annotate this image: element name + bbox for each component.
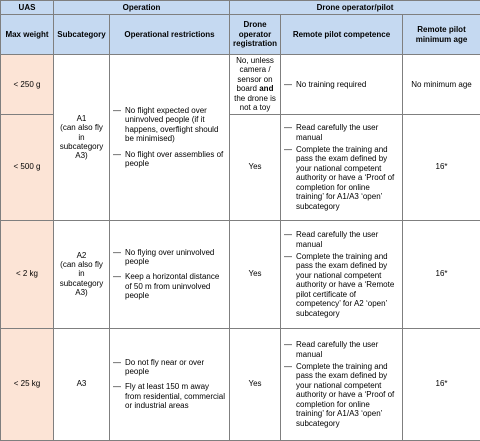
header-subcategory: Subcategory [54,15,110,55]
header-uas: UAS [1,1,54,15]
competence-list-25kg [284,340,399,428]
restriction-item: — No flying over uninvolved people [113,248,226,267]
min-age-cell-2kg: 16* [403,220,480,328]
subcategory-a1-label: A1 [57,114,106,123]
subcategory-cell-a1 [54,55,110,221]
restrictions-cell-a1 [110,55,230,221]
header-min-age: Remote pilot minimum age [403,15,480,55]
header-group-row [1,1,480,15]
table-row-25kg [1,328,480,440]
subcategory-a1-note: (can also fly in subcategory A3) [57,123,106,161]
weight-cell-25kg: < 25 kg [1,328,54,440]
competence-cell-500g [281,114,403,220]
table-row-2kg [1,220,480,328]
competence-item: — Complete the training and pass the exam defined by your national competent authority or have a ‘Remote pilot certificate of competency’ for A2 ‘open’ subcategory [284,252,399,318]
registration-cell-2kg: Yes [230,220,281,328]
competence-cell-25kg [281,328,403,440]
competence-cell-250g [281,55,403,115]
header-operation: Operation [54,1,230,15]
weight-cell-500g: < 500 g [1,114,54,220]
min-age-cell-25kg: 16* [403,328,480,440]
weight-cell-2kg: < 2 kg [1,220,54,328]
restriction-item: — Keep a horizontal distance of 50 m from uninvolved people [113,272,226,300]
restrictions-list-a3 [113,358,226,411]
competence-item: — Read carefully the user manual [284,230,399,249]
competence-item: — Complete the training and pass the exam defined by your national competent authority or have a ‘Proof of completion for online training’ for A1/A3 ‘open’ subcategory [284,145,399,211]
registration-250g-tail: the drone is not a toy [234,94,276,112]
competence-list-250g [284,80,399,89]
subcategory-cell-a2 [54,220,110,328]
subcategory-cell-a3: A3 [54,328,110,440]
header-operator-pilot: Drone operator/pilot [230,1,480,15]
registration-250g-and: and [259,84,273,93]
registration-cell-250g [230,55,281,115]
competence-item: — Complete the training and pass the exam defined by your national competent authority or have a ‘Proof of completion for online training’ for A1/A3 ‘open’ subcategory [284,362,399,428]
competence-list-500g [284,123,399,211]
registration-250g-text: No, unless camera / sensor on board [236,56,274,93]
header-registration: Drone operator registration [230,15,281,55]
header-competence: Remote pilot competence [281,15,403,55]
competence-item: — Read carefully the user manual [284,340,399,359]
competence-item: — No training required [284,80,399,89]
restriction-item: — No flight over assemblies of people [113,150,226,169]
weight-cell-250g: < 250 g [1,55,54,115]
competence-list-2kg [284,230,399,318]
restrictions-list-a1 [113,106,226,169]
header-operational-restrictions: Operational restrictions [110,15,230,55]
subcategory-a2-note: (can also fly in subcategory A3) [57,260,106,298]
restriction-item: — Do not fly near or over people [113,358,226,377]
restriction-item: — Fly at least 150 m away from residential, commercial or industrial areas [113,382,226,410]
competence-item: — Read carefully the user manual [284,123,399,142]
min-age-cell-500g: 16* [403,114,480,220]
header-max-weight: Max weight [1,15,54,55]
restriction-item: — No flight expected over uninvolved people (if it happens, overflight should be minimised) [113,106,226,144]
restrictions-cell-a2 [110,220,230,328]
restrictions-cell-a3 [110,328,230,440]
restrictions-list-a2 [113,248,226,301]
registration-cell-25kg: Yes [230,328,281,440]
registration-cell-500g: Yes [230,114,281,220]
competence-cell-2kg [281,220,403,328]
header-column-row [1,15,480,55]
table-row-250g [1,55,480,115]
min-age-cell-250g: No minimum age [403,55,480,115]
subcategory-a2-label: A2 [57,251,106,260]
